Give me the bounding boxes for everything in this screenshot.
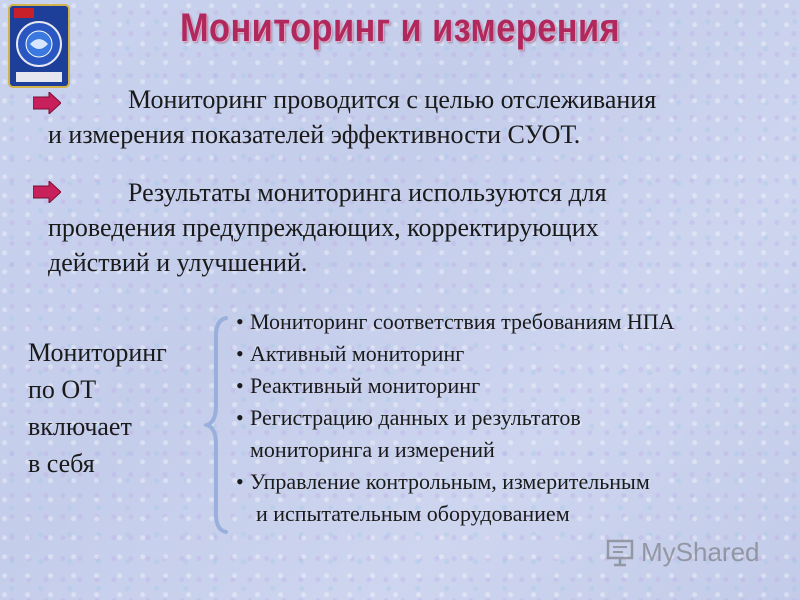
list-item: • Реактивный мониторинг — [236, 370, 675, 402]
paragraph-monitoring-purpose — [48, 82, 656, 152]
list-item-continuation: и испытательным оборудованием — [256, 501, 570, 526]
curly-brace-icon — [204, 316, 230, 534]
bullet: • — [236, 341, 244, 366]
paragraph-monitoring-results — [48, 175, 607, 280]
label-line: Мониторинг — [28, 338, 167, 367]
list-item: • Активный мониторинг — [236, 338, 675, 370]
monitoring-includes-label — [28, 334, 167, 482]
list-item-continuation: мониторинга и измерений — [250, 437, 495, 462]
paragraph-line: и измерения показателей эффективности СУОТ. — [48, 120, 581, 149]
label-line: по ОТ — [28, 375, 97, 404]
paragraph-line: Результаты мониторинга используются для — [128, 178, 607, 207]
bullet: • — [236, 405, 244, 430]
monitoring-components-list — [236, 306, 675, 530]
paragraph-line: действий и улучшений. — [48, 248, 308, 277]
myshared-watermark — [605, 537, 760, 568]
list-item: • Мониторинг соответствия требованиям НПА — [236, 306, 675, 338]
watermark-text: MyShared — [641, 537, 760, 567]
slide-title: Мониторинг и измерения — [179, 6, 621, 50]
paragraph-line: проведения предупреждающих, корректирующих — [48, 213, 599, 242]
bullet: • — [236, 309, 244, 334]
presentation-board-icon — [605, 538, 635, 568]
list-item: • Управление контрольным, измерительным — [236, 466, 675, 498]
label-line: в себя — [28, 449, 95, 478]
bullet: • — [236, 373, 244, 398]
bullet: • — [236, 469, 244, 494]
list-item: • Регистрацию данных и результатов — [236, 402, 675, 434]
label-line: включает — [28, 412, 132, 441]
paragraph-line: Мониторинг проводится с целью отслеживания — [128, 85, 657, 114]
